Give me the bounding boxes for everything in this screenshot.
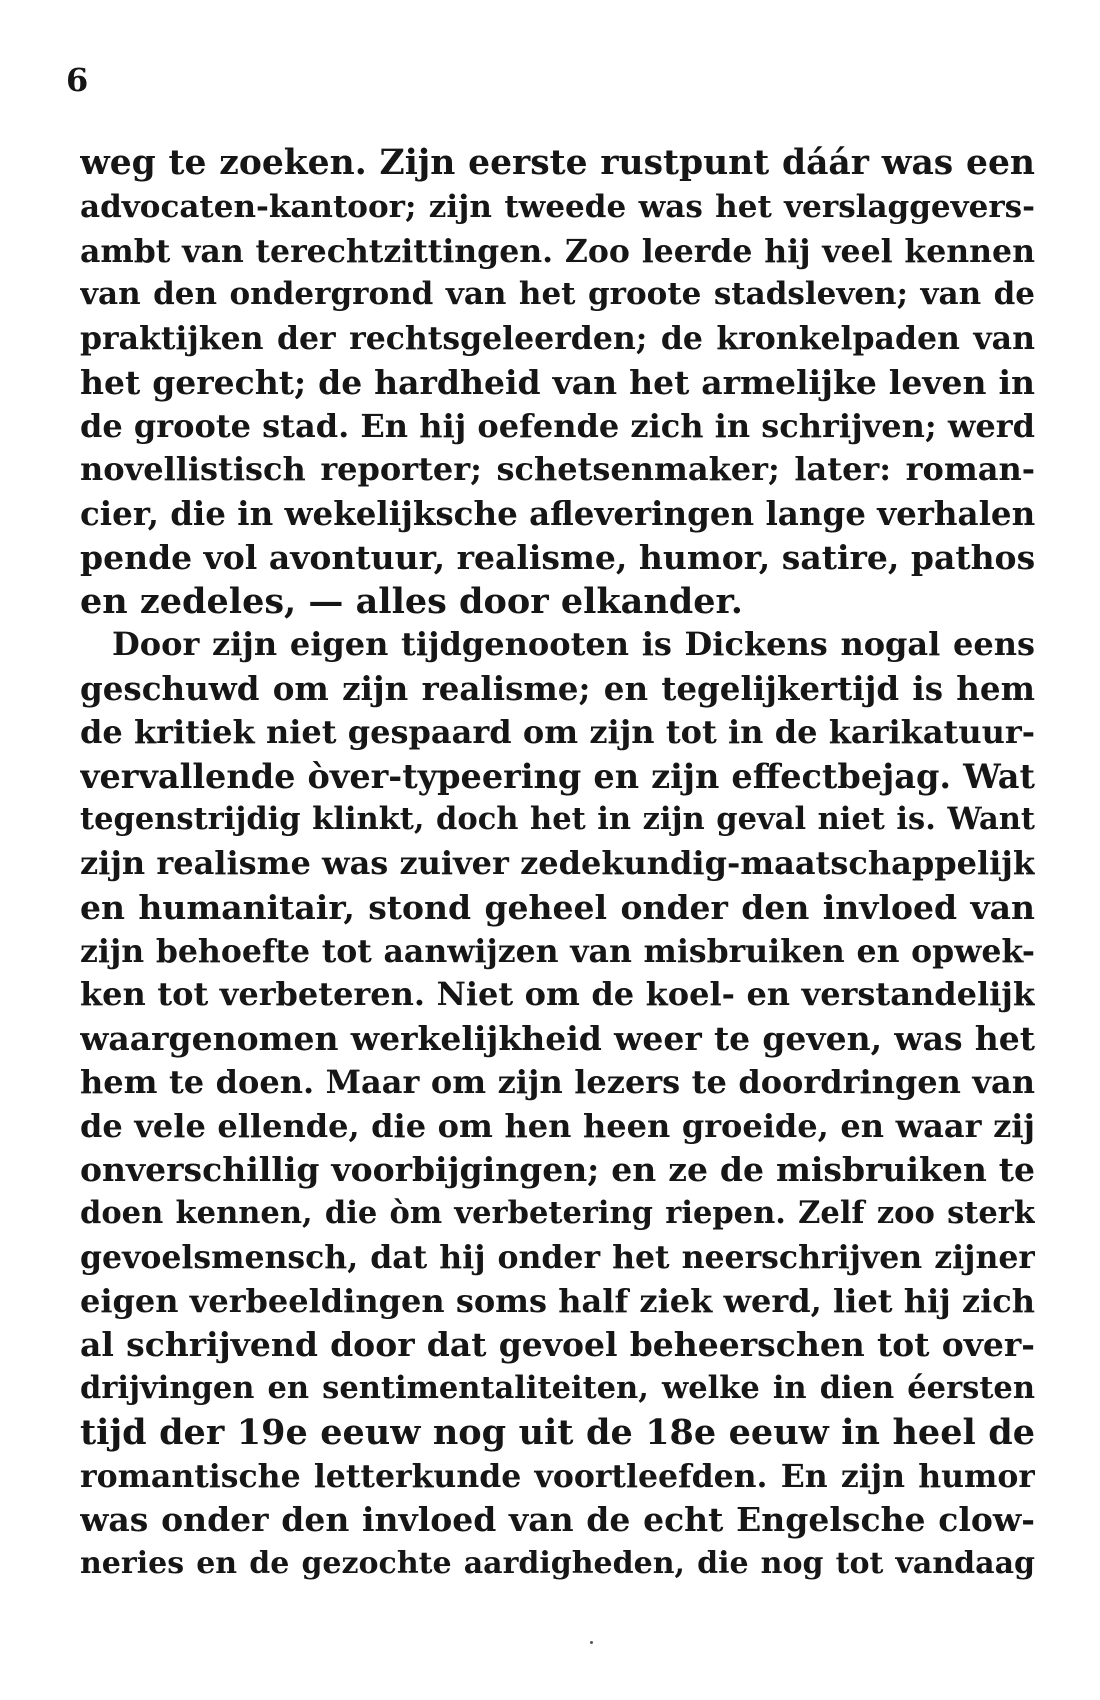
text-line: de vele ellende, die om hen heen groeide, en waar zij xyxy=(80,1106,1035,1145)
text-line: neries en de gezochte aardigheden, die nog tot vandaag xyxy=(80,1546,1035,1581)
text-line: geschuwd om zijn realisme; en tegelijkertijd is hem xyxy=(80,669,1035,708)
text-line: romantische letterkunde voortleefden. En zijn humor xyxy=(80,1457,1035,1495)
text-line: en zedeles, — alles door elkander. xyxy=(80,580,743,622)
text-line: de kritiek niet gespaard om zijn tot in de karikatuur- xyxy=(80,712,1035,751)
text-line: eigen verbeeldingen soms half ziek werd, liet hij zich xyxy=(80,1281,1035,1320)
text-line: cier, die in wekelijksche afleveringen lange verhalen xyxy=(80,494,1035,533)
page-number: 6 xyxy=(66,61,89,99)
text-line: weg te zoeken. Zijn eerste rustpunt dáár was een xyxy=(80,143,1035,183)
text-line: advocaten-kantoor; zijn tweede was het verslaggevers- xyxy=(80,188,1035,225)
text-line: tijd der 19e eeuw nog uit de 18e eeuw in heel de xyxy=(80,1411,1035,1453)
text-line: drijvingen en sentimentaliteiten, welke in dien éersten xyxy=(80,1370,1035,1406)
text-line: was onder den invloed van de echt Engelsche clow- xyxy=(80,1500,1035,1540)
text-line: en humanitair, stond geheel onder den invloed van xyxy=(80,887,1035,927)
text-line: praktijken der rechtsgeleerden; de kronkelpaden van xyxy=(80,320,1035,357)
text-line: onverschillig voorbijgingen; en ze de misbruiken te xyxy=(80,1150,1035,1190)
text-line: ambt van terechtzittingen. Zoo leerde hij veel kennen xyxy=(80,232,1035,270)
text-line: al schrijvend door dat gevoel beheerschen tot over- xyxy=(80,1325,1035,1365)
text-line: de groote stad. En hij oefende zich in schrijven; werd xyxy=(80,406,1035,445)
text-line: gevoelsmensch, dat hij onder het neerschrijven zijner xyxy=(80,1238,1035,1276)
text-line: pende vol avontuur, realisme, humor, satire, pathos xyxy=(80,537,1035,577)
text-line: hem te doen. Maar om zijn lezers te doordringen van xyxy=(80,1062,1035,1101)
text-line: Door zijn eigen tijdgenooten is Dickens nogal eens xyxy=(112,625,1035,664)
text-line: vervallende òver-typeering en zijn effectbejag. Wat xyxy=(80,756,1035,796)
text-line: novellistisch reporter; schetsenmaker; later: roman- xyxy=(80,450,1035,489)
text-line: van den ondergrond van het groote stadsleven; van de xyxy=(80,276,1035,313)
text-line: waargenomen werkelijkheid weer te geven, was het xyxy=(80,1019,1035,1058)
body-text xyxy=(80,142,1035,1586)
text-line: tegenstrijdig klinkt, doch het in zijn geval niet is. Want xyxy=(80,801,1035,838)
text-line: zijn behoefte tot aanwijzen van misbruiken en opwek- xyxy=(80,932,1035,970)
text-line: het gerecht; de hardheid van het armelijke leven in xyxy=(80,362,1035,402)
print-speck xyxy=(590,1641,593,1644)
text-line: ken tot verbeteren. Niet om de koel- en verstandelijk xyxy=(80,975,1035,1014)
text-line: zijn realisme was zuiver zedekundig-maatschappelijk xyxy=(80,844,1035,882)
text-line: doen kennen, die òm verbetering riepen. Zelf zoo sterk xyxy=(80,1195,1035,1231)
